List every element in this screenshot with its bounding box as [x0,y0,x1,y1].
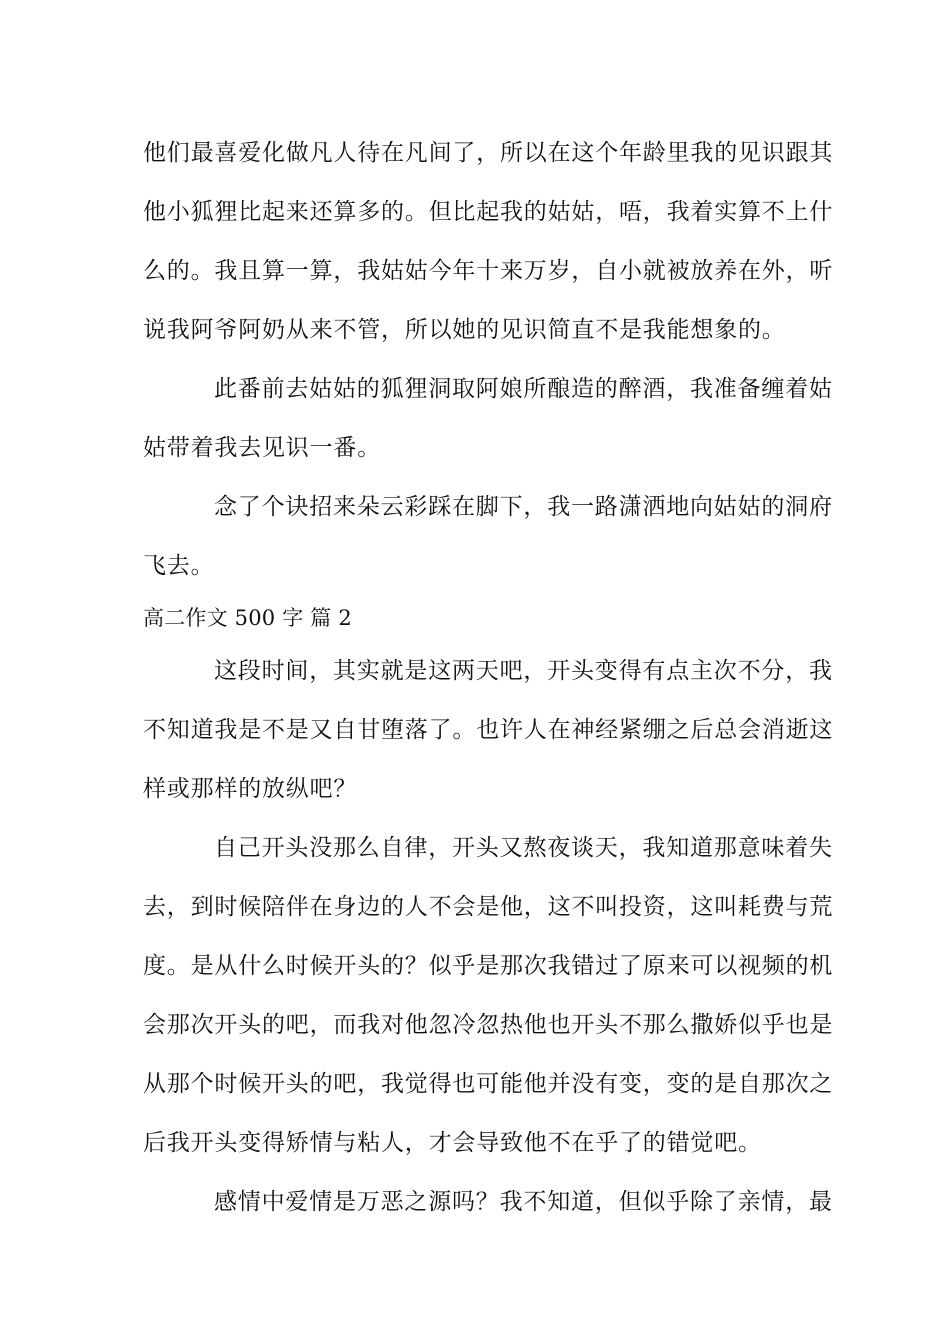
paragraph-line: 自己开头没那么自律，开头又熬夜谈天，我知道那意味着失 [214,835,833,861]
paragraph-line: 感情中爱情是万恶之源吗？我不知道，但似乎除了亲情，最 [214,1189,833,1215]
paragraph-line: 飞去。 [143,553,215,579]
paragraph-line: 不知道我是不是又自甘堕落了。也许人在神经紧绷之后总会消逝这 [143,717,834,743]
paragraph-line: 从那个时候开头的吧，我觉得也可能他并没有变，变的是自那次之 [143,1071,834,1097]
paragraph-line: 去，到时候陪伴在身边的人不会是他，这不叫投资，这叫耗费与荒 [143,894,834,920]
paragraph-line: 这段时间，其实就是这两天吧，开头变得有点主次不分，我 [214,658,833,684]
paragraph-line: 说我阿爷阿奶从来不管，所以她的见识简直不是我能想象的。 [143,317,786,343]
paragraph-line: 会那次开头的吧，而我对他忽冷忽热他也开头不那么撒娇似乎也是 [143,1012,834,1038]
paragraph-line: 样或那样的放纵吧？ [143,776,358,802]
paragraph-line: 么的。我且算一算，我姑姑今年十来万岁，自小就被放养在外，听 [143,258,834,284]
paragraph-line: 他们最喜爱化做凡人待在凡间了，所以在这个年龄里我的见识跟其 [143,140,834,166]
section-heading: 高二作文 500 字 篇 2 [143,606,352,630]
paragraph-line: 念了个诀招来朵云彩踩在脚下，我一路潇洒地向姑姑的洞府 [214,494,833,520]
paragraph-line: 此番前去姑姑的狐狸洞取阿娘所酿造的醉酒，我准备缠着姑 [214,376,833,402]
paragraph-line: 他小狐狸比起来还算多的。但比起我的姑姑，唔，我着实算不上什 [143,199,834,225]
paragraph-line: 姑带着我去见识一番。 [143,435,381,461]
paragraph-line: 度。是从什么时候开头的？似乎是那次我错过了原来可以视频的机 [143,953,834,979]
paragraph-line: 后我开头变得矫情与粘人，才会导致他不在乎了的错觉吧。 [143,1130,762,1156]
